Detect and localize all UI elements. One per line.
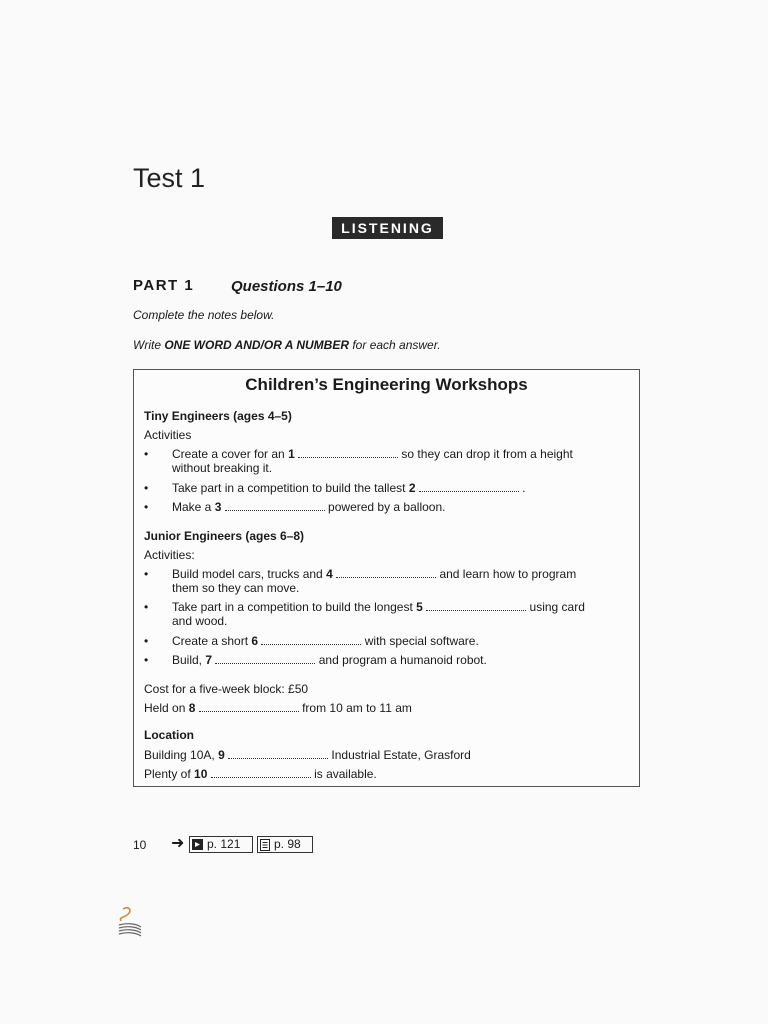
question-2-line — [172, 481, 526, 495]
question-9-line — [144, 748, 471, 762]
bullet-icon: • — [144, 500, 149, 514]
answer-blank-9[interactable] — [228, 748, 328, 759]
audio-icon — [192, 839, 203, 850]
question-number: 9 — [218, 748, 225, 762]
note-text: Create a cover for an — [172, 447, 289, 461]
note-text: Held on — [144, 701, 189, 715]
junior-activities-label: Activities: — [144, 548, 195, 562]
tiny-activities-label: Activities — [144, 428, 192, 442]
note-text: so they can drop it from a height — [398, 447, 573, 461]
part-label: PART 1 — [133, 277, 195, 294]
question-1-line-2: without breaking it. — [172, 461, 273, 475]
arrow-right-icon: ➜ — [171, 835, 185, 852]
note-text: Take part in a competition to build the tallest — [172, 481, 409, 495]
note-text: Industrial Estate, Grasford — [328, 748, 471, 762]
section-banner: LISTENING — [332, 217, 443, 239]
answer-blank-7[interactable] — [215, 653, 315, 664]
note-text: is available. — [310, 767, 377, 781]
question-number: 2 — [408, 481, 416, 495]
question-number: 5 — [416, 600, 423, 614]
note-text: using card — [526, 600, 585, 614]
question-number: 3 — [214, 500, 222, 514]
question-number: 8 — [188, 701, 196, 715]
note-text: powered by a balloon. — [324, 500, 446, 514]
question-7-line — [172, 653, 487, 667]
answer-blank-4[interactable] — [336, 567, 436, 578]
answer-blank-2[interactable] — [419, 481, 519, 492]
questions-range: Questions 1–10 — [231, 278, 342, 295]
note-text: Plenty of — [144, 767, 195, 781]
note-text: Make a — [172, 500, 215, 514]
question-10-line — [144, 767, 377, 781]
question-number: 7 — [205, 653, 213, 667]
bullet-icon: • — [144, 634, 149, 648]
bullet-icon: • — [144, 481, 149, 495]
location-heading: Location — [144, 728, 194, 742]
note-text: Build model cars, trucks and — [172, 567, 327, 581]
answer-key-reference[interactable] — [257, 836, 313, 853]
note-text: and program a humanoid robot. — [315, 653, 487, 667]
answer-blank-5[interactable] — [426, 600, 526, 611]
bullet-icon: • — [144, 447, 149, 461]
note-text: Create a short — [172, 634, 252, 648]
instruction-word-limit-bold: ONE WORD AND/OR A NUMBER — [164, 338, 350, 352]
answer-blank-6[interactable] — [261, 634, 361, 645]
question-4-line-2: them so they can move. — [172, 581, 300, 595]
question-number: 10 — [194, 767, 208, 781]
answer-blank-1[interactable] — [298, 447, 398, 458]
publisher-logo-icon — [113, 905, 145, 941]
note-text: . — [518, 481, 526, 495]
cost-line: Cost for a five-week block: £50 — [144, 682, 309, 696]
junior-engineers-heading: Junior Engineers (ages 6–8) — [144, 529, 305, 543]
document-icon — [260, 839, 270, 851]
instruction-complete-notes: Complete the notes below. — [133, 308, 275, 322]
answer-blank-10[interactable] — [211, 767, 311, 778]
note-text: Building 10A, — [144, 748, 219, 762]
bullet-icon: • — [144, 567, 149, 581]
note-text: with special software. — [361, 634, 479, 648]
instruction-text: Write — [133, 338, 165, 352]
question-4-line — [172, 567, 576, 581]
instruction-word-limit — [133, 338, 441, 352]
question-number: 6 — [251, 634, 259, 648]
audio-ref-page: p. 121 — [207, 837, 241, 851]
question-number: 1 — [288, 447, 295, 461]
question-1-line — [172, 447, 573, 461]
question-3-line — [172, 500, 445, 514]
bullet-icon: • — [144, 653, 149, 667]
bullet-icon: • — [144, 600, 149, 614]
question-5-line — [172, 600, 585, 614]
page-title: Test 1 — [133, 163, 206, 193]
notes-box — [133, 369, 640, 787]
instruction-text: for each answer. — [349, 338, 441, 352]
answer-ref-page: p. 98 — [274, 837, 301, 851]
audio-script-reference[interactable] — [189, 836, 253, 853]
answer-blank-3[interactable] — [225, 500, 325, 511]
note-text: Take part in a competition to build the longest — [172, 600, 417, 614]
question-8-line — [144, 701, 412, 715]
answer-blank-8[interactable] — [199, 701, 299, 712]
note-text: from 10 am to 11 am — [298, 701, 412, 715]
tiny-engineers-heading: Tiny Engineers (ages 4–5) — [144, 409, 292, 423]
question-6-line — [172, 634, 479, 648]
question-5-line-2: and wood. — [172, 614, 228, 628]
page-number: 10 — [133, 838, 147, 852]
note-text: Build, — [172, 653, 206, 667]
notes-title: Children’s Engineering Workshops — [245, 375, 528, 394]
note-text: and learn how to program — [436, 567, 577, 581]
question-number: 4 — [326, 567, 333, 581]
